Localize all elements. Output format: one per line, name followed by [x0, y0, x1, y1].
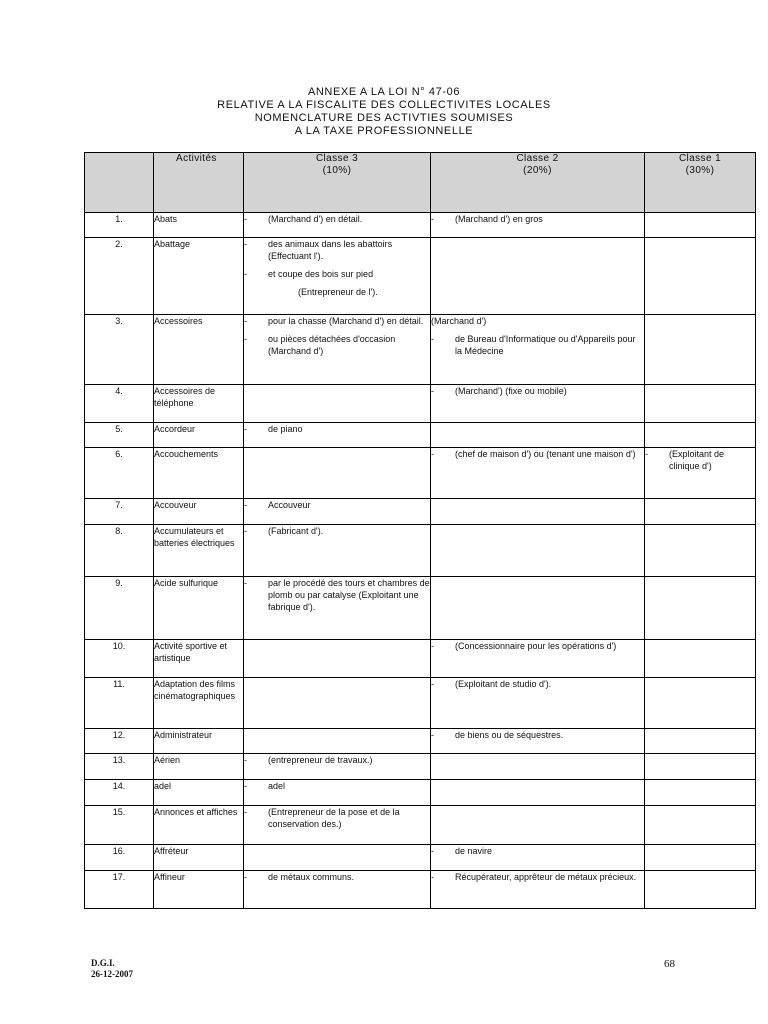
classe-3-cell — [244, 423, 431, 448]
classe-1-cell — [645, 385, 756, 423]
activities-table — [84, 152, 756, 909]
row-number: 4. — [85, 385, 154, 423]
item-text: par le procédé des tours et chambres de plomb ou par catalyse (Exploitant une fabrique d'). — [268, 578, 430, 612]
table-header — [85, 153, 756, 213]
classe-2-cell — [431, 678, 645, 729]
classe-1-cell — [645, 577, 756, 640]
list-item — [244, 333, 430, 357]
table-row — [85, 754, 756, 780]
item-text: ou pièces détachées d'occasion (Marchand d') — [268, 334, 396, 356]
item-dash: - — [244, 755, 247, 765]
item-dash: - — [431, 846, 434, 856]
item-text: de métaux communs. — [268, 872, 355, 882]
classe-1-cell — [645, 806, 756, 845]
table-row — [85, 525, 756, 577]
item-dash: - — [244, 424, 247, 434]
activity-name: Accessoires — [154, 315, 244, 385]
activity-name: Annonces et affiches — [154, 806, 244, 845]
classe-1-cell — [645, 871, 756, 909]
list-item — [244, 499, 430, 511]
classe-3-cell — [244, 780, 431, 806]
classe-1-cell — [645, 678, 756, 729]
item-text: (entrepreneur de travaux.) — [268, 755, 373, 765]
activity-name: Acide sulfurique — [154, 577, 244, 640]
list-item — [244, 754, 430, 766]
row-number: 1. — [85, 213, 154, 238]
list-item — [244, 213, 430, 225]
item-dash: - — [431, 386, 434, 396]
classe-2-cell — [431, 729, 645, 754]
classe-2-cell — [431, 499, 645, 525]
classe-2-cell — [431, 806, 645, 845]
item-text: (Concessionnaire pour les opérations d') — [455, 641, 617, 651]
item-dash: - — [431, 872, 434, 882]
activity-name: Adaptation des films cinématographiques — [154, 678, 244, 729]
item-text: de Bureau d'Informatique ou d'Appareils pour la Médecine — [455, 334, 636, 356]
list-item — [431, 640, 644, 652]
classe-2-cell — [431, 315, 645, 385]
table-row — [85, 806, 756, 845]
item-dash: - — [244, 781, 247, 791]
title-line-1: ANNEXE A LA LOI N° 47-06 — [307, 86, 461, 98]
classe-3-cell — [244, 871, 431, 909]
classe-2-cell — [431, 754, 645, 780]
list-item — [244, 238, 430, 262]
item-dash: - — [244, 807, 247, 817]
list-item — [431, 871, 644, 883]
classe-3-cell — [244, 385, 431, 423]
item-dash: - — [244, 269, 247, 279]
item-dash: - — [431, 334, 434, 344]
item-text: adel — [268, 781, 286, 791]
table-row — [85, 780, 756, 806]
classe-1-cell — [645, 213, 756, 238]
row-number: 3. — [85, 315, 154, 385]
item-dash: - — [244, 578, 247, 588]
classe-2-cell — [431, 525, 645, 577]
classe-1-cell — [645, 448, 756, 499]
item-dash: - — [431, 641, 434, 651]
list-item — [244, 806, 430, 830]
list-item — [244, 871, 430, 883]
activity-name: Activité sportive et artistique — [154, 640, 244, 678]
item-text: et coupe des bois sur pied — [268, 269, 374, 279]
list-item — [431, 729, 644, 741]
table-row — [85, 577, 756, 640]
classe-3-cell — [244, 754, 431, 780]
table-row — [85, 871, 756, 909]
activity-name: adel — [154, 780, 244, 806]
classe-2-cell — [431, 423, 645, 448]
classe-3-cell — [244, 640, 431, 678]
classe-1-cell — [645, 729, 756, 754]
activity-name: Abattage — [154, 238, 244, 315]
activity-name: Abats — [154, 213, 244, 238]
header-number — [85, 153, 154, 213]
item-dash: - — [244, 316, 247, 326]
table-row — [85, 845, 756, 871]
item-text: (Marchand d') en gros — [455, 214, 543, 224]
classe-1-cell — [645, 780, 756, 806]
list-item — [244, 423, 430, 435]
list-item — [244, 268, 430, 280]
classe-2-label: Classe 2 — [516, 153, 559, 164]
item-text: (Exploitant de studio d'). — [455, 679, 552, 689]
row-number: 10. — [85, 640, 154, 678]
header-activites: Activités — [154, 153, 244, 213]
row-number: 15. — [85, 806, 154, 845]
list-item — [431, 678, 644, 690]
classe-1-label: Classe 1 — [678, 153, 722, 164]
classe-1-cell — [645, 640, 756, 678]
activity-name: Affréteur — [154, 845, 244, 871]
classe-2-rate: (20%) — [523, 165, 552, 176]
classe-2-cell — [431, 640, 645, 678]
classe-3-cell — [244, 213, 431, 238]
item-text: de piano — [268, 424, 303, 434]
classe-2-cell — [431, 871, 645, 909]
row-number: 13. — [85, 754, 154, 780]
list-item — [431, 385, 644, 397]
classe-3-cell — [244, 448, 431, 499]
classe-1-cell — [645, 315, 756, 385]
row-number: 12. — [85, 729, 154, 754]
classe-3-cell — [244, 577, 431, 640]
list-item — [431, 448, 644, 460]
title-line-2: RELATIVE A LA FISCALITE DES COLLECTIVITES LOCALES — [217, 99, 551, 111]
footer-left — [91, 958, 133, 980]
item-dash: - — [244, 214, 247, 224]
activity-name: Accouchements — [154, 448, 244, 499]
classe-1-cell — [645, 525, 756, 577]
item-dash: - — [244, 334, 247, 344]
activity-name: Affineur — [154, 871, 244, 909]
activity-name: Administrateur — [154, 729, 244, 754]
classe-1-cell — [645, 845, 756, 871]
item-dash: - — [244, 239, 247, 249]
item-dash: - — [244, 500, 247, 510]
row-number: 6. — [85, 448, 154, 499]
title-line-4: A LA TAXE PROFESSIONNELLE — [294, 125, 474, 137]
header-classe-3 — [244, 153, 431, 213]
table-row — [85, 499, 756, 525]
row-number: 14. — [85, 780, 154, 806]
item-dash: - — [244, 526, 247, 536]
classe-2-cell — [431, 780, 645, 806]
item-text: (Fabricant d'). — [268, 526, 324, 536]
row-number: 11. — [85, 678, 154, 729]
document-title — [0, 86, 768, 138]
item-text: (chef de maison d') ou (tenant une maison d') — [455, 449, 636, 459]
classe-3-cell — [244, 845, 431, 871]
classe-2-cell — [431, 448, 645, 499]
classe-1-cell — [645, 423, 756, 448]
footer-date: 26-12-2007 — [91, 969, 133, 979]
row-number: 8. — [85, 525, 154, 577]
classe-2-cell — [431, 845, 645, 871]
table-row — [85, 448, 756, 499]
item-text: (Entrepreneur de la pose et de la conservation des.) — [268, 807, 400, 829]
list-item — [244, 525, 430, 537]
classe-2-cell — [431, 213, 645, 238]
activity-name: Accumulateurs et batteries électriques — [154, 525, 244, 577]
title-line-3: NOMENCLATURE DES ACTIVTIES SOUMISES — [254, 112, 514, 124]
activity-name: Accouveur — [154, 499, 244, 525]
item-dash: - — [431, 449, 434, 459]
table-row — [85, 678, 756, 729]
item-dash: - — [244, 872, 247, 882]
classe-3-cell — [244, 729, 431, 754]
classe-2-cell — [431, 385, 645, 423]
table-row — [85, 315, 756, 385]
table-row — [85, 423, 756, 448]
classe-1-cell — [645, 238, 756, 315]
item-text: de navire — [455, 846, 493, 856]
row-number: 2. — [85, 238, 154, 315]
list-item — [244, 780, 430, 792]
classe-1-cell — [645, 754, 756, 780]
classe-3-cell — [244, 678, 431, 729]
header-classe-1 — [645, 153, 756, 213]
activity-name: Aérien — [154, 754, 244, 780]
classe-3-cell — [244, 806, 431, 845]
footer-org: D.G.I. — [91, 958, 115, 968]
item-text: (Marchand') (fixe ou mobile) — [455, 386, 567, 396]
item-text: Récupérateur, apprêteur de métaux précieux. — [455, 872, 637, 882]
classe-2-cell — [431, 577, 645, 640]
indented-text: (Entrepreneur de l'). — [298, 287, 378, 297]
page-number: 68 — [664, 958, 675, 970]
row-number: 17. — [85, 871, 154, 909]
table-row — [85, 385, 756, 423]
row-number: 7. — [85, 499, 154, 525]
table-row — [85, 640, 756, 678]
item-dash: - — [431, 730, 434, 740]
item-text: (Marchand d') en détail. — [268, 214, 363, 224]
activity-name: Accordeur — [154, 423, 244, 448]
row-number: 9. — [85, 577, 154, 640]
classe-3-cell — [244, 238, 431, 315]
list-item — [645, 448, 755, 472]
classe-3-cell — [244, 315, 431, 385]
item-text: de biens ou de séquestres. — [455, 730, 564, 740]
table-row — [85, 238, 756, 315]
list-item — [244, 577, 430, 613]
item-dash: - — [431, 679, 434, 689]
list-item — [431, 213, 644, 225]
list-item — [431, 333, 644, 357]
table-row — [85, 729, 756, 754]
classe-1-cell — [645, 499, 756, 525]
item-dash: - — [645, 449, 648, 459]
classe-1-rate: (30%) — [685, 165, 715, 176]
table-row — [85, 213, 756, 238]
item-text: Accouveur — [268, 500, 311, 510]
classe-3-cell — [244, 525, 431, 577]
list-item — [244, 315, 430, 327]
list-item — [431, 845, 644, 857]
activity-name: Accessoires de téléphone — [154, 385, 244, 423]
row-number: 16. — [85, 845, 154, 871]
header-classe-2 — [431, 153, 645, 213]
classe-3-rate: (10%) — [322, 165, 352, 176]
classe-3-cell — [244, 499, 431, 525]
item-text: pour la chasse (Marchand d') en détail. — [268, 316, 424, 326]
row-number: 5. — [85, 423, 154, 448]
table-body — [85, 213, 756, 909]
plain-text: (Marchand d') — [431, 316, 487, 326]
classe-3-label: Classe 3 — [315, 153, 359, 164]
item-text: (Exploitant de clinique d') — [669, 449, 725, 471]
item-text: des animaux dans les abattoirs (Effectuant l'). — [268, 239, 393, 261]
classe-2-cell — [431, 238, 645, 315]
item-dash: - — [431, 214, 434, 224]
